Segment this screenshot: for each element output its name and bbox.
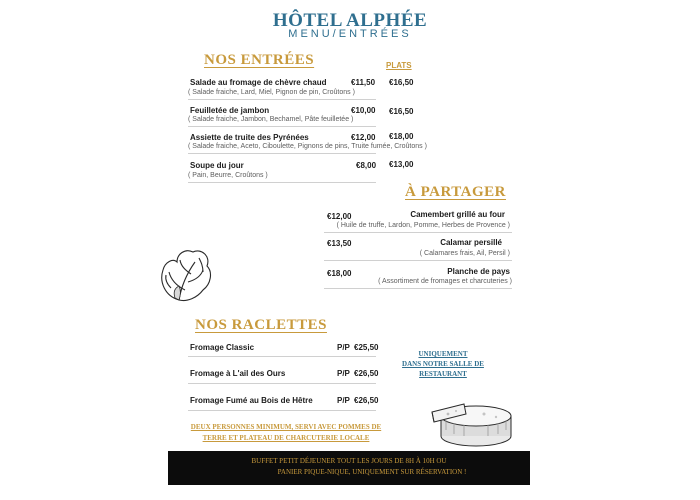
- lettuce-icon: [155, 244, 217, 306]
- raclette-unit: P/P: [337, 343, 350, 352]
- entree-plat-price: €13,00: [389, 160, 414, 169]
- divider: [324, 288, 512, 289]
- partager-desc: ( Assortiment de fromages et charcuteries ): [378, 278, 512, 285]
- restaurant-note-line1: UNIQUEMENT: [418, 350, 468, 358]
- partager-price: €12,00: [327, 212, 352, 221]
- entree-desc: ( Salade fraiche, Aceto, Ciboulette, Pignons de pins, Truite fumée, Croûtons ): [188, 143, 427, 150]
- raclette-price: €25,50: [354, 343, 379, 352]
- banner-line1: BUFFET PETIT DÉJEUNER TOUT LES JOURS DE 8H À 10H OU: [251, 457, 447, 465]
- raclette-price: €26,50: [354, 369, 379, 378]
- entree-desc: ( Salade fraiche, Jambon, Bechamel, Pâte feuilletée ): [188, 116, 354, 123]
- breakfast-banner: [168, 451, 530, 485]
- divider: [188, 126, 376, 127]
- banner-line2: PANIER PIQUE-NIQUE, UNIQUEMENT SUR RÉSERVATION !: [277, 468, 467, 476]
- raclette-note: [180, 422, 392, 444]
- plats-label: PLATS: [386, 61, 412, 70]
- cheese-wheel-icon: [424, 390, 514, 450]
- entree-desc: ( Pain, Beurre, Croûtons ): [188, 172, 268, 179]
- divider: [324, 232, 512, 233]
- partager-desc: ( Calamares frais, Ail, Persil ): [419, 250, 510, 257]
- entree-price: €11,50: [351, 78, 376, 87]
- partager-name: Planche de pays: [447, 267, 510, 276]
- raclette-name: Fromage Fumé au Bois de Hêtre: [190, 396, 313, 405]
- partager-name: Calamar persillé: [440, 238, 502, 247]
- raclette-name: Fromage Classic: [190, 343, 255, 352]
- partager-desc: ( Huile de truffe, Lardon, Pomme, Herbes de Provence ): [336, 222, 510, 229]
- entree-name: Soupe du jour: [190, 161, 244, 170]
- divider: [324, 260, 512, 261]
- restaurant-note-line2: DANS NOTRE SALLE DE: [402, 360, 484, 368]
- entree-name: Assiette de truite des Pyrénées: [190, 133, 309, 142]
- raclettes-heading: NOS RACLETTES: [195, 317, 327, 333]
- entree-name: Salade au fromage de chèvre chaud: [190, 78, 327, 87]
- divider: [188, 182, 376, 183]
- entree-name: Feuilletée de jambon: [190, 106, 270, 115]
- entree-price: €8,00: [356, 161, 377, 170]
- divider: [188, 383, 376, 384]
- raclette-unit: P/P: [337, 369, 350, 378]
- raclette-note-line1: DEUX PERSONNES MINIMUM, SERVI AVEC POMMES DE: [190, 423, 382, 431]
- divider: [188, 410, 376, 411]
- entree-desc: ( Salade fraiche, Lard, Miel, Pignon de pin, Croûtons ): [188, 89, 355, 96]
- partager-heading: À PARTAGER: [405, 184, 506, 200]
- partager-name: Camembert grillé au four: [410, 210, 505, 219]
- entree-plat-price: €18,00: [389, 132, 414, 141]
- menu-subtitle: MENU/ENTRÉES: [288, 28, 412, 40]
- entrees-heading: NOS ENTRÉES: [204, 52, 315, 68]
- divider: [188, 356, 376, 357]
- partager-price: €13,50: [327, 239, 352, 248]
- divider: [188, 153, 376, 154]
- entree-price: €10,00: [351, 106, 376, 115]
- divider: [188, 99, 376, 100]
- raclette-unit: P/P: [337, 396, 350, 405]
- hotel-title: HÔTEL ALPHÉE: [272, 10, 428, 31]
- raclette-note-line2: TERRE ET PLATEAU DE CHARCUTERIE LOCALE: [202, 434, 370, 442]
- entree-price: €12,00: [351, 133, 376, 142]
- restaurant-note-line3: RESTAURANT: [419, 370, 467, 378]
- partager-price: €18,00: [327, 269, 352, 278]
- entree-plat-price: €16,50: [389, 107, 414, 116]
- raclette-price: €26,50: [354, 396, 379, 405]
- entree-plat-price: €16,50: [389, 78, 414, 87]
- raclette-name: Fromage à L'ail des Ours: [190, 369, 286, 378]
- restaurant-only-note: [393, 349, 493, 379]
